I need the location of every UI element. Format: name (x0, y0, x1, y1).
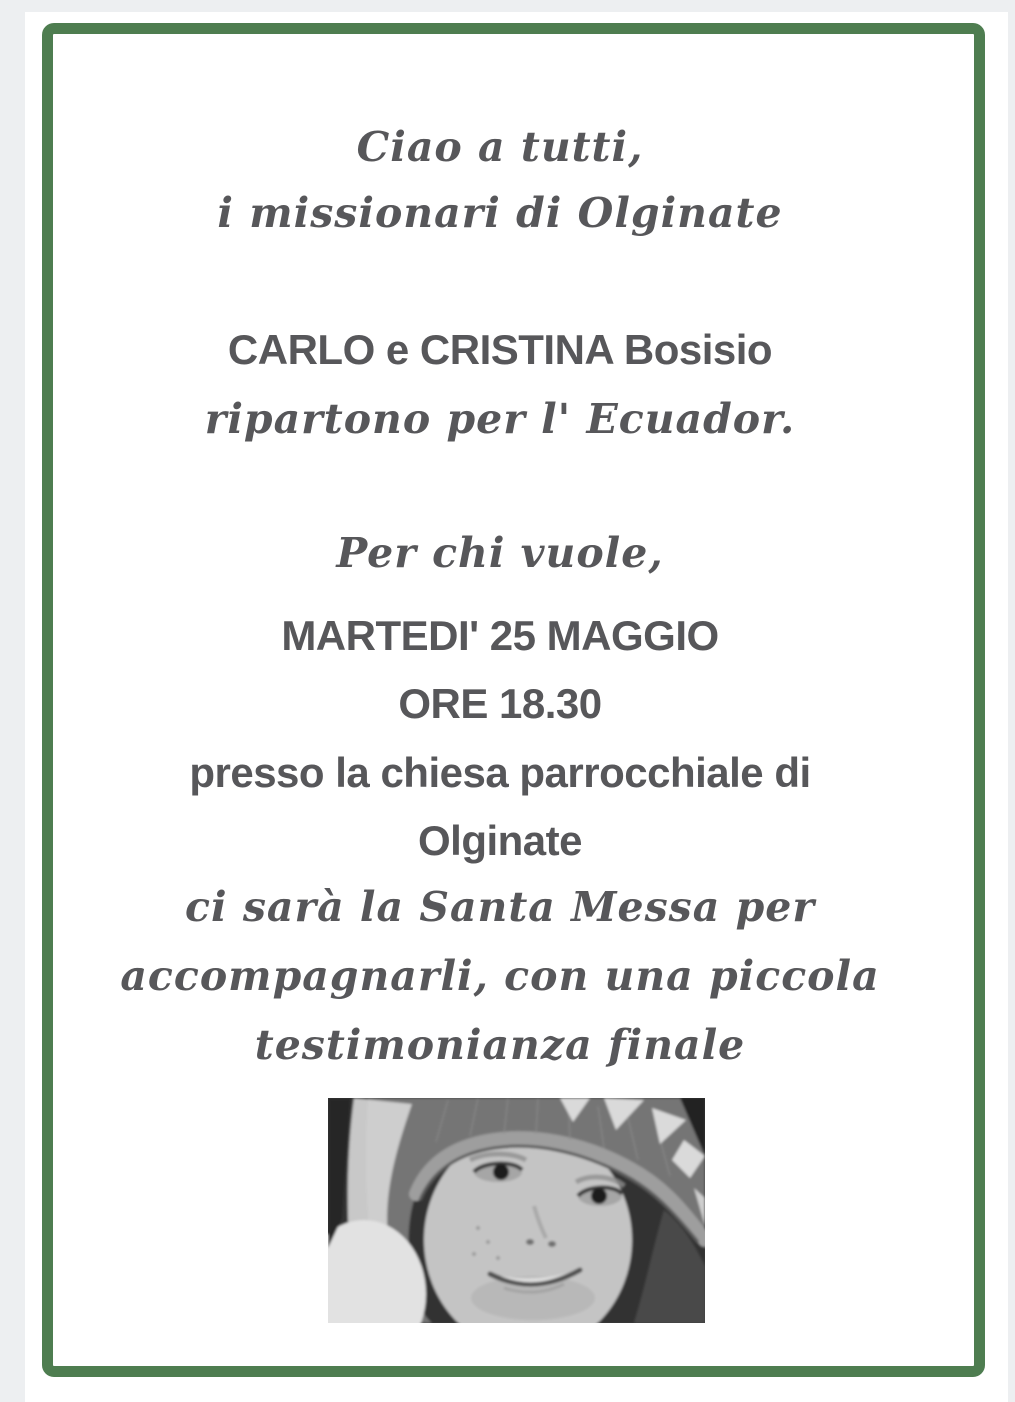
child-portrait-photo (328, 1098, 705, 1323)
invite-line: Per chi vuole, (336, 529, 664, 577)
greeting-line-2: i missionari di Olginate (217, 189, 783, 237)
location-line-1: presso la chiesa parrocchiale di (189, 749, 811, 796)
child-portrait-illustration (328, 1098, 705, 1323)
mass-line-1: ci sarà la Santa Messa per (185, 883, 815, 931)
greeting-line-1: Ciao a tutti, (356, 123, 644, 171)
mass-line-2: accompagnarli, con una piccola (120, 952, 880, 1000)
departure-line: ripartono per l' Ecuador. (204, 395, 796, 443)
event-time-line: ORE 18.30 (398, 680, 602, 727)
mass-line-3: testimonianza finale (254, 1021, 746, 1069)
location-line-2: Olginate (417, 817, 583, 864)
names-line: CARLO e CRISTINA Bosisio (227, 326, 773, 373)
event-date-line: MARTEDI' 25 MAGGIO (281, 612, 719, 659)
